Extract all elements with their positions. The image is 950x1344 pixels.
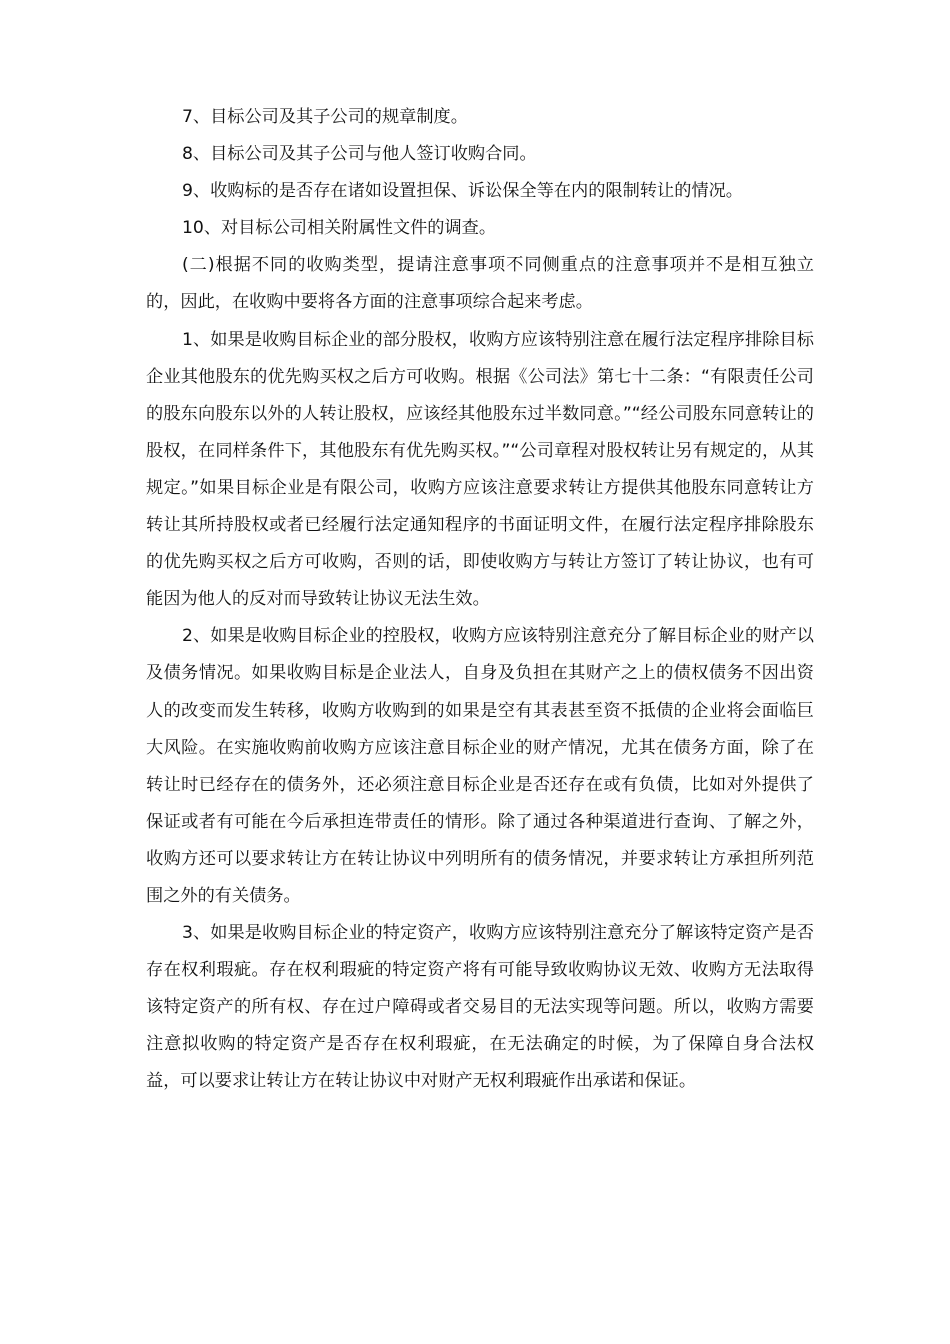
paragraph-section-2: (二)根据不同的收购类型，提请注意事项不同侧重点的注意事项并不是相互独立的，因此，在收购中要将各方面的注意事项综合起来考虑。 [146, 255, 814, 313]
paragraph-item-7: 7、目标公司及其子公司的规章制度。 [182, 107, 468, 127]
document-body [146, 99, 814, 1101]
paragraph-point-2: 2、如果是收购目标企业的控股权，收购方应该特别注意充分了解目标企业的财产以及债务情况。如果收购目标是企业法人，自身及负担在其财产之上的债权债务不因出资人的改变而发生转移，收购方收购到的如果是空有其表甚至资不抵债的企业将会面临巨大风险。在实施收购前收购方应该注意目标企业的财产情况，尤其在债务方面，除了在转让时已经存在的债务外，还必须注意目标企业是否还存在或有负债，比如对外提供了保证或者有可能在今后承担连带责任的情形。除了通过各种渠道进行查询、了解之外，收购方还可以要求转让方在转让协议中列明所有的债务情况，并要求转让方承担所列范围之外的有关债务。 [146, 626, 814, 906]
paragraph-item-10: 10、对目标公司相关附属性文件的调查。 [182, 218, 497, 239]
paragraph-point-3: 3、如果是收购目标企业的特定资产，收购方应该特别注意充分了解该特定资产是否存在权利瑕疵。存在权利瑕疵的特定资产将有可能导致收购协议无效、收购方无法取得该特定资产的所有权、存在过户障碍或者交易目的无法实现等问题。所以，收购方需要注意拟收购的特定资产是否存在权利瑕疵，在无法确定的时候，为了保障自身合法权益，可以要求让转让方在转让协议中对财产无权利瑕疵作出承诺和保证。 [146, 923, 814, 1092]
paragraph-item-8: 8、目标公司及其子公司与他人签订收购合同。 [182, 144, 537, 165]
paragraph-point-1: 1、如果是收购目标企业的部分股权，收购方应该特别注意在履行法定程序排除目标企业其他股东的优先购买权之后方可收购。根据《公司法》第七十二条：“有限责任公司的股东向股东以外的人转让股权，应该经其他股东过半数同意。”“经公司股东同意转让的股权，在同样条件下，其他股东有优先购买权。”“公司章程对股权转让另有规定的，从其规定。”如果目标企业是有限公司，收购方应该注意要求转让方提供其他股东同意转让方转让其所持股权或者已经履行法定通知程序的书面证明文件，在履行法定程序排除股东的优先购买权之后方可收购，否则的话，即使收购方与转让方签订了转让协议，也有可能因为他人的反对而导致转让协议无法生效。 [146, 329, 814, 610]
paragraph-item-9: 9、收购标的是否存在诸如设置担保、诉讼保全等在内的限制转让的情况。 [182, 181, 743, 202]
